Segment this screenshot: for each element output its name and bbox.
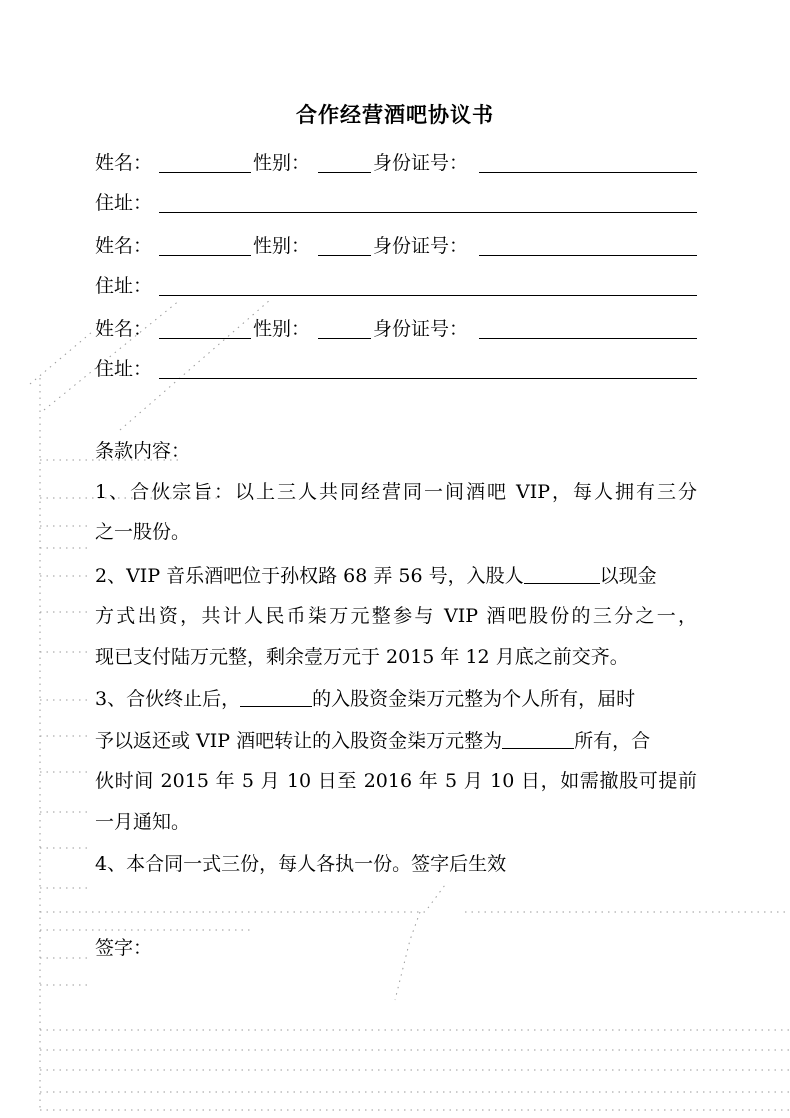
id-number-blank [479,338,697,339]
gender-label: 性别： [253,235,311,257]
clause-2-line-1 [95,563,697,588]
id-number-blank [479,172,697,173]
name-blank [159,172,251,173]
investor-blank [524,563,600,584]
clause-2-line-3: 现已支付陆万元整，剩余壹万元于 2015 年 12 月底之前交齐。 [95,646,629,668]
clause-3-line-2 [95,728,697,753]
gender-label: 性别： [253,152,311,174]
partner-1-info-row [95,148,697,178]
gender-blank [318,172,371,173]
gender-blank [318,255,371,256]
party-blank-2 [502,728,574,749]
clause-2-text-a: 2、VIP 音乐酒吧位于孙权路 68 弄 56 号，入股人 [95,565,524,587]
clause-3-line-1 [95,686,697,711]
address-label: 住址： [95,358,153,380]
clause-1-line-2: 之一股份。 [95,521,191,543]
gender-blank [318,338,371,339]
clause-3-line-3: 伙时间 2015 年 5 月 10 日至 2016 年 5 月 10 日，如需撤股可提前 [95,770,697,792]
gender-label: 性别： [253,318,311,340]
id-number-label: 身份证号： [373,235,469,257]
address-label: 住址： [95,192,153,214]
clause-3-text-a: 3、合伙终止后， [95,688,241,710]
name-blank [159,255,251,256]
clause-3-text-b: 的入股资金柒万元整为个人所有，届时 [312,688,636,710]
party-blank-1 [240,686,312,707]
partner-1-address-row [95,188,697,218]
clauses-heading: 条款内容： [95,440,191,462]
address-blank [159,378,697,379]
partner-3-address-row [95,354,697,384]
clause-4: 4、本合同一式三份，每人各执一份。签字后生效 [95,853,507,875]
signature-label: 签字： [95,937,153,959]
clause-2-line-2: 方式出资，共计人民币柒万元整参与 VIP 酒吧股份的三分之一， [95,605,697,627]
address-label: 住址： [95,275,153,297]
partner-2-info-row [95,231,697,261]
clause-3-line-4: 一月通知。 [95,811,191,833]
clause-1-line-1: 1、合伙宗旨：以上三人共同经营同一间酒吧 VIP，每人拥有三分 [95,481,697,503]
name-label: 姓名： [95,318,153,340]
clause-2-text-b: 以现金 [599,565,657,587]
document-title: 合作经营酒吧协议书 [296,102,494,127]
id-number-blank [479,255,697,256]
clause-3-text-d: 所有，合 [574,730,651,752]
name-label: 姓名： [95,235,153,257]
address-blank [159,295,697,296]
name-label: 姓名： [95,152,153,174]
clause-3-text-c: 予以返还或 VIP 酒吧转让的入股资金柒万元整为 [95,730,503,752]
id-number-label: 身份证号： [373,152,469,174]
name-blank [159,338,251,339]
address-blank [159,212,697,213]
partner-2-address-row [95,271,697,301]
partner-3-info-row [95,314,697,344]
id-number-label: 身份证号： [373,318,469,340]
